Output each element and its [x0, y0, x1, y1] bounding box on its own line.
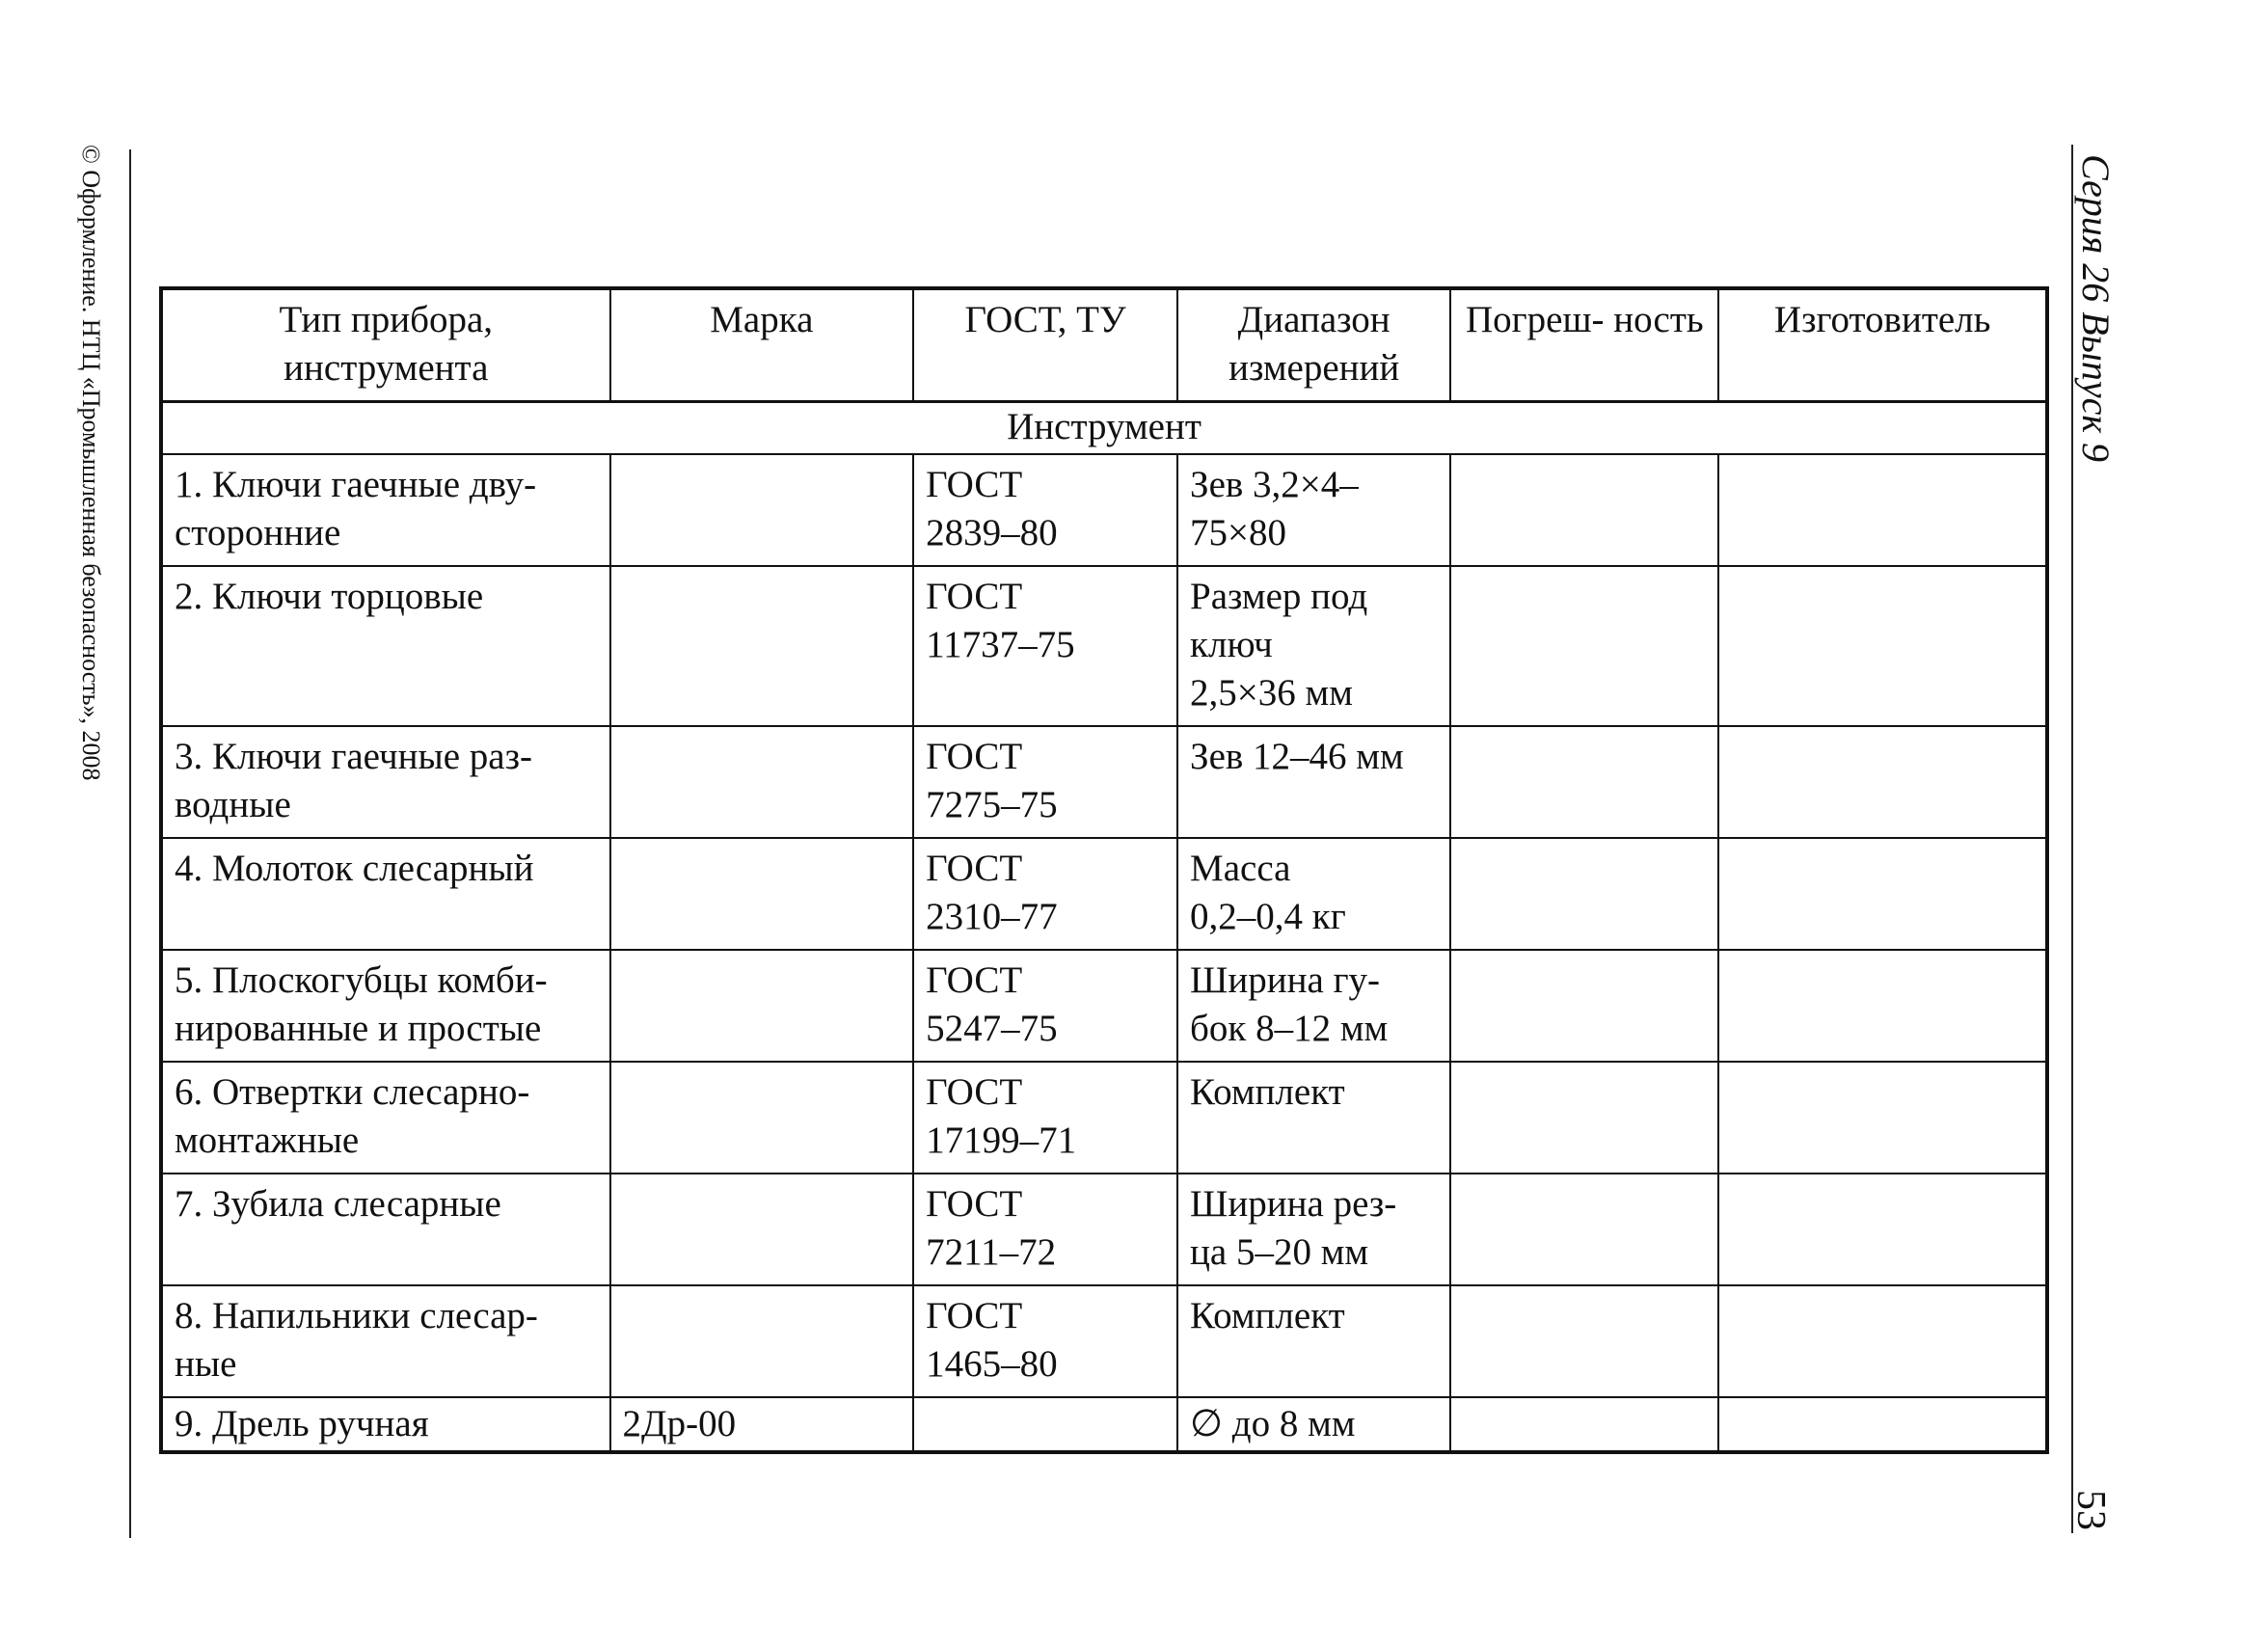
table-row	[161, 726, 2047, 838]
header-error: Погреш- ность	[1450, 288, 1718, 402]
table-row	[161, 1062, 2047, 1174]
cell-gost: ГОСТ 11737–75	[913, 566, 1177, 726]
cell-error	[1450, 838, 1718, 950]
cell-type: 8. Напильники слесар- ные	[161, 1285, 610, 1397]
table-row	[161, 566, 2047, 726]
cell-brand	[610, 838, 914, 950]
cell-maker	[1718, 1062, 2047, 1174]
table-row	[161, 1174, 2047, 1285]
table-row	[161, 838, 2047, 950]
cell-error	[1450, 1397, 1718, 1452]
cell-range: Размер под ключ 2,5×36 мм	[1177, 566, 1450, 726]
table-header-row	[161, 288, 2047, 402]
cell-range: Ширина гу- бок 8–12 мм	[1177, 950, 1450, 1062]
table-row	[161, 454, 2047, 566]
cell-maker	[1718, 950, 2047, 1062]
cell-error	[1450, 1062, 1718, 1174]
table-row	[161, 1397, 2047, 1452]
table-row	[161, 950, 2047, 1062]
page-number: 53	[2068, 1490, 2113, 1530]
cell-range: Ширина рез- ца 5–20 мм	[1177, 1174, 1450, 1285]
cell-range: Комплект	[1177, 1285, 1450, 1397]
cell-gost: ГОСТ 7211–72	[913, 1174, 1177, 1285]
cell-type: 4. Молоток слесарный	[161, 838, 610, 950]
cell-maker	[1718, 838, 2047, 950]
instruments-table	[159, 286, 2049, 1454]
cell-maker	[1718, 1285, 2047, 1397]
cell-range: Зев 12–46 мм	[1177, 726, 1450, 838]
cell-error	[1450, 1285, 1718, 1397]
series-title: Серия 26 Выпуск 9	[2074, 154, 2118, 463]
cell-gost: ГОСТ 2310–77	[913, 838, 1177, 950]
header-gost: ГОСТ, ТУ	[913, 288, 1177, 402]
cell-maker	[1718, 1174, 2047, 1285]
cell-range: Комплект	[1177, 1062, 1450, 1174]
section-row	[161, 402, 2047, 455]
cell-error	[1450, 726, 1718, 838]
cell-range: ∅ до 8 мм	[1177, 1397, 1450, 1452]
cell-type: 1. Ключи гаечные дву- сторонние	[161, 454, 610, 566]
cell-error	[1450, 1174, 1718, 1285]
copyright-note: © Оформление. НТЦ «Промышленная безопасность», 2008	[77, 145, 105, 781]
header-maker: Изготовитель	[1718, 288, 2047, 402]
right-margin-rule	[2071, 145, 2073, 1533]
cell-type: 5. Плоскогубцы комби- нированные и простые	[161, 950, 610, 1062]
cell-maker	[1718, 726, 2047, 838]
cell-type: 2. Ключи торцовые	[161, 566, 610, 726]
cell-brand	[610, 726, 914, 838]
left-margin-rule	[129, 149, 131, 1538]
cell-brand	[610, 950, 914, 1062]
cell-brand	[610, 1062, 914, 1174]
cell-error	[1450, 454, 1718, 566]
section-title: Инструмент	[161, 402, 2047, 455]
cell-type: 3. Ключи гаечные раз- водные	[161, 726, 610, 838]
cell-gost: ГОСТ 1465–80	[913, 1285, 1177, 1397]
cell-brand: 2Др-00	[610, 1397, 914, 1452]
cell-gost	[913, 1397, 1177, 1452]
cell-maker	[1718, 566, 2047, 726]
cell-gost: ГОСТ 2839–80	[913, 454, 1177, 566]
header-type: Тип прибора, инструмента	[161, 288, 610, 402]
cell-brand	[610, 566, 914, 726]
cell-error	[1450, 566, 1718, 726]
cell-gost: ГОСТ 17199–71	[913, 1062, 1177, 1174]
cell-brand	[610, 1285, 914, 1397]
cell-type: 7. Зубила слесарные	[161, 1174, 610, 1285]
cell-range: Масса 0,2–0,4 кг	[1177, 838, 1450, 950]
header-brand: Марка	[610, 288, 914, 402]
cell-error	[1450, 950, 1718, 1062]
table-row	[161, 1285, 2047, 1397]
cell-brand	[610, 1174, 914, 1285]
cell-gost: ГОСТ 7275–75	[913, 726, 1177, 838]
cell-type: 9. Дрель ручная	[161, 1397, 610, 1452]
cell-gost: ГОСТ 5247–75	[913, 950, 1177, 1062]
cell-range: Зев 3,2×4– 75×80	[1177, 454, 1450, 566]
cell-brand	[610, 454, 914, 566]
cell-maker	[1718, 454, 2047, 566]
header-range: Диапазон измерений	[1177, 288, 1450, 402]
cell-type: 6. Отвертки слесарно- монтажные	[161, 1062, 610, 1174]
cell-maker	[1718, 1397, 2047, 1452]
